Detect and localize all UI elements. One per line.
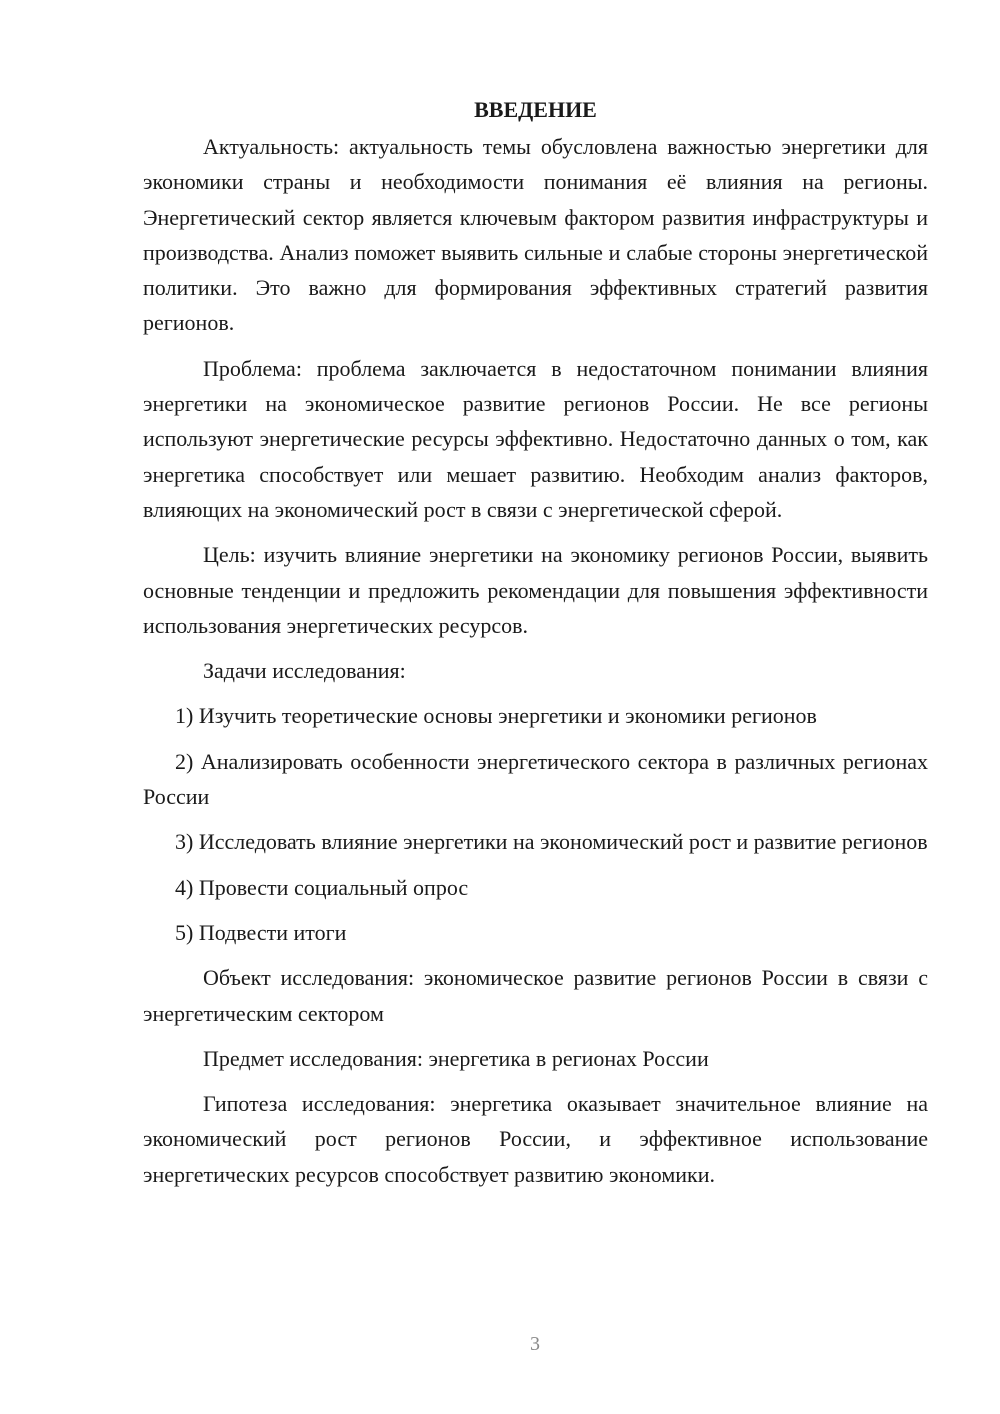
goal-paragraph: Цель: изучить влияние энергетики на экономику регионов России, выявить основные тенденции и предложить рекомендации для повышения эффективности использования энергетических ресурсов. [143, 542, 928, 638]
relevance-paragraph: Актуальность: актуальность темы обусловлена важностью энергетики для экономики страны и необходимости понимания её влияния на регионы. Энергетический сектор является ключевым фактором развития инфраструктуры и производства. Анализ поможет выявить сильные и слабые стороны энергетической политики. Это важно для формирования эффективных стратегий развития регионов. [143, 134, 928, 336]
subject-paragraph: Предмет исследования: энергетика в регионах России [203, 1045, 709, 1071]
list-item: 3) Исследовать влияние энергетики на экономический рост и развитие регионов [175, 829, 928, 855]
hypothesis-paragraph: Гипотеза исследования: энергетика оказывает значительное влияние на экономический рост регионов России, и эффективное использование энергетических ресурсов способствует развитию экономики. [143, 1091, 928, 1187]
list-item: 4) Провести социальный опрос [175, 874, 469, 900]
object-paragraph: Объект исследования: экономическое развитие регионов России в связи с энергетическим сектором [143, 965, 928, 1026]
list-item: 5) Подвести итоги [175, 919, 347, 945]
page-number: 3 [530, 1333, 540, 1355]
list-item: 2) Анализировать особенности энергетического сектора в различных регионах России [143, 748, 928, 810]
problem-paragraph: Проблема: проблема заключается в недостаточном понимании влияния энергетики на экономическое развитие регионов России. Не все регионы используют энергетические ресурсы эффективно. Недостаточно данных о том, как энергетика способствует или мешает развитию. Необходим анализ факторов, влияющих на экономический рост в связи с энергетической сферой. [143, 355, 928, 522]
tasks-list [143, 698, 928, 950]
document-page [143, 92, 928, 1202]
page-title: ВВЕДЕНИЕ [474, 97, 597, 122]
tasks-heading: Задачи исследования: [203, 658, 406, 684]
list-item: 1) Изучить теоретические основы энергетики и экономики регионов [175, 703, 817, 729]
